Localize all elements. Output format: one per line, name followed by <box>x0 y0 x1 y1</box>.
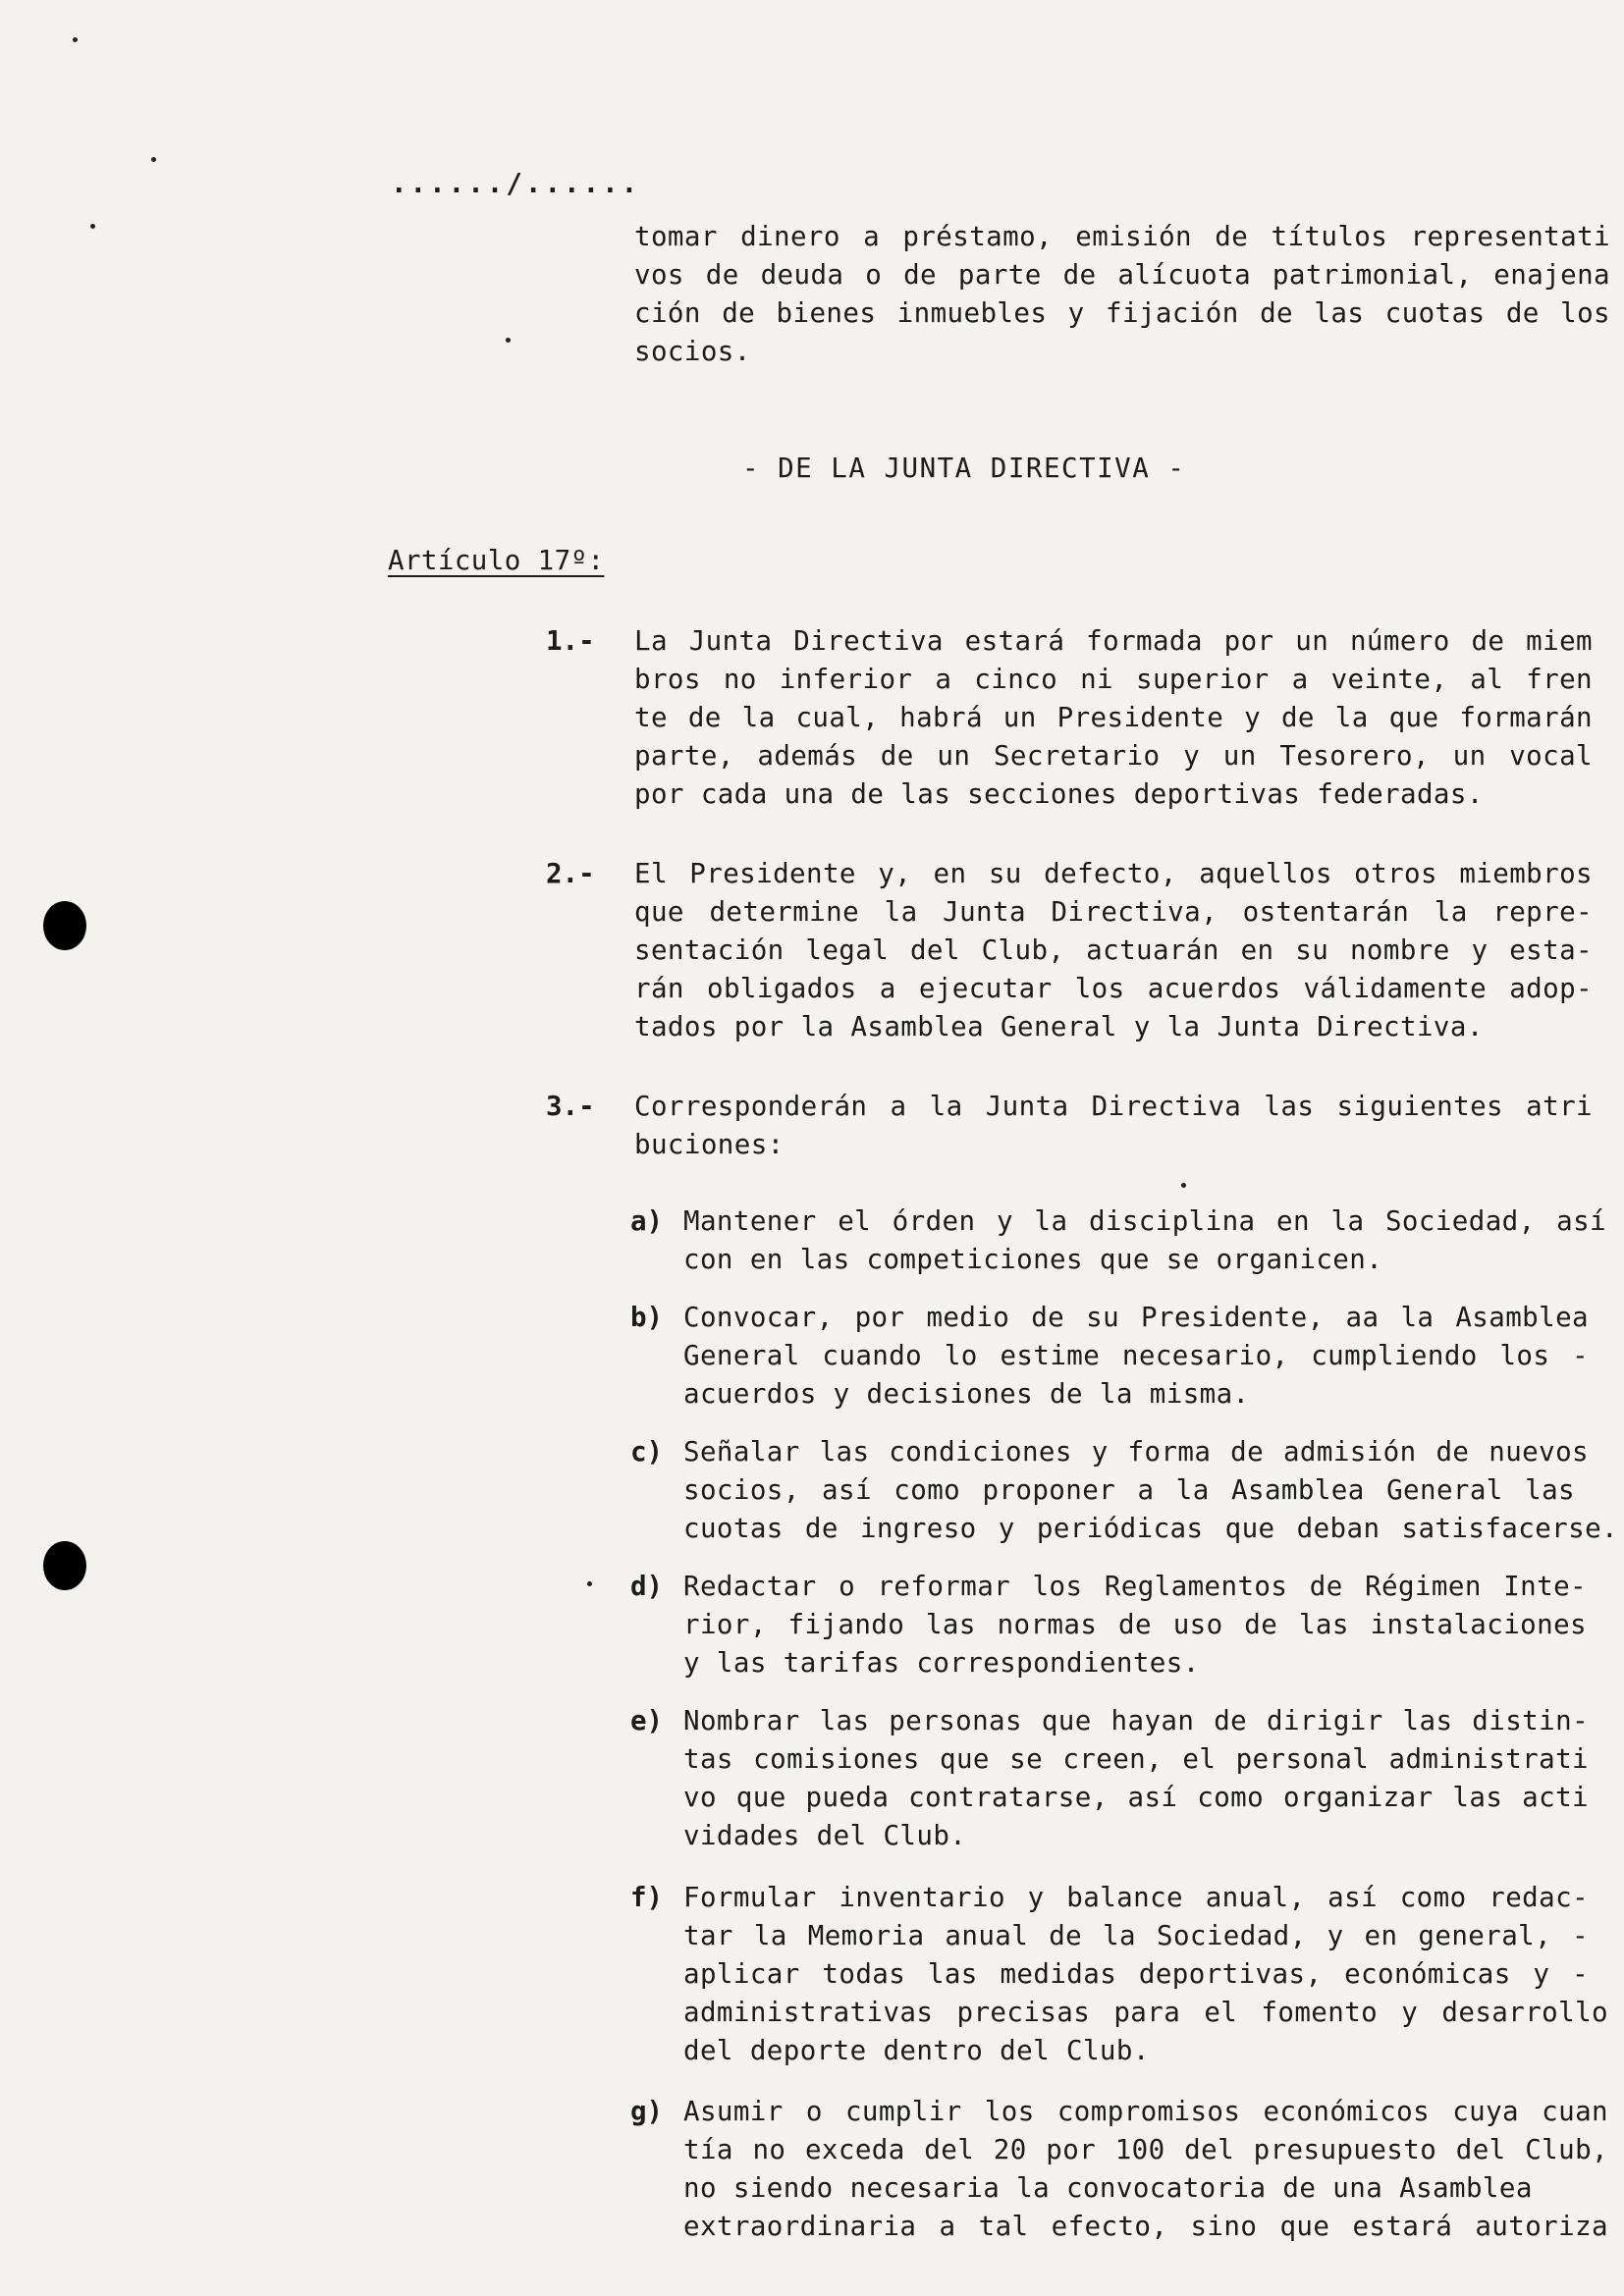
subitem-line: socios, así como proponer a la Asamblea General las <box>683 1474 1575 1506</box>
item-2-text <box>634 855 1593 1046</box>
subitem-e-text <box>683 1702 1589 1855</box>
subitem-line: acuerdos y decisiones de la misma. <box>683 1378 1250 1410</box>
ink-speck <box>151 157 156 162</box>
subitem-line: Asumir o cumplir los compromisos económicos cuya cuan <box>683 2096 1608 2127</box>
item-line: rán obligados a ejecutar los acuerdos válidamente adop- <box>634 973 1593 1004</box>
subitem-line: General cuando lo estime necesario, cumpliendo los - <box>683 1340 1589 1371</box>
ink-speck <box>506 338 511 343</box>
item-line: La Junta Directiva estará formada por un número de miem <box>634 625 1593 657</box>
subitem-letter: f) <box>630 1882 664 1913</box>
ink-speck <box>90 224 95 229</box>
subitem-line: Redactar o reformar los Reglamentos de Régimen Inte- <box>683 1571 1587 1602</box>
punch-hole-top <box>43 901 86 950</box>
subitem-line: rior, fijando las normas de uso de las instalaciones <box>683 1609 1587 1640</box>
intro-line: vos de deuda o de parte de alícuota patrimonial, enajena <box>634 259 1610 291</box>
continuation-mark: ....../...... <box>391 168 641 199</box>
item-line: te de la cual, habrá un Presidente y de la que formarán <box>634 702 1593 733</box>
subitem-line: tía no exceda del 20 por 100 del presupuesto del Club, <box>683 2134 1608 2165</box>
subitem-line: vo que pueda contratarse, así como organizar las acti <box>683 1782 1589 1813</box>
subitem-c-text <box>683 1433 1618 1548</box>
ink-speck <box>1181 1183 1186 1188</box>
subitem-line: tar la Memoria anual de la Sociedad, y en general, - <box>683 1920 1589 1951</box>
subitem-letter: e) <box>630 1705 664 1736</box>
subitem-line: Señalar las condiciones y forma de admisión de nuevos <box>683 1436 1589 1468</box>
item-line: El Presidente y, en su defecto, aquellos otros miembros <box>634 858 1593 889</box>
subitem-b-text <box>683 1299 1589 1414</box>
item-line: tados por la Asamblea General y la Junta Directiva. <box>634 1011 1484 1042</box>
item-line: que determine la Junta Directiva, ostentarán la repre- <box>634 896 1593 928</box>
item-line: Corresponderán a la Junta Directiva las siguientes atri <box>634 1091 1593 1122</box>
subitem-letter: c) <box>630 1436 664 1468</box>
item-line: parte, además de un Secretario y un Tesorero, un vocal <box>634 740 1593 772</box>
item-3-text <box>634 1088 1593 1164</box>
intro-line: tomar dinero a préstamo, emisión de títulos representati <box>634 221 1610 252</box>
item-line: sentación legal del Club, actuarán en su nombre y esta- <box>634 934 1593 966</box>
subitem-letter: a) <box>630 1205 664 1237</box>
intro-paragraph <box>634 218 1610 371</box>
item-number: 2.- <box>546 858 595 889</box>
subitem-line: no siendo necesaria la convocatoria de una Asamblea <box>683 2172 1533 2204</box>
subitem-letter: d) <box>630 1571 664 1602</box>
subitem-g-text <box>683 2093 1608 2246</box>
subitem-line: del deporte dentro del Club. <box>683 2035 1150 2066</box>
subitem-line: extraordinaria a tal efecto, sino que estará autoriza <box>683 2211 1608 2242</box>
item-number: 3.- <box>546 1091 595 1122</box>
subitem-a-text <box>683 1202 1606 1279</box>
item-line: por cada una de las secciones deportivas federadas. <box>634 778 1484 810</box>
subitem-letter: b) <box>630 1302 664 1333</box>
punch-hole-bottom <box>43 1541 86 1590</box>
article-title: Artículo 17º: <box>388 545 605 576</box>
subitem-line: cuotas de ingreso y periódicas que deban satisfacerse. <box>683 1513 1618 1544</box>
item-line: buciones: <box>634 1129 785 1160</box>
subitem-line: tas comisiones que se creen, el personal administrati <box>683 1743 1589 1775</box>
subitem-line: aplicar todas las medidas deportivas, económicas y - <box>683 1958 1589 1990</box>
subitem-f-text <box>683 1879 1608 2070</box>
subitem-line: vidades del Club. <box>683 1820 967 1851</box>
subitem-line: y las tarifas correspondientes. <box>683 1647 1200 1679</box>
ink-speck <box>73 37 78 42</box>
section-title: - DE LA JUNTA DIRECTIVA - <box>742 453 1186 484</box>
subitem-line: Mantener el órden y la disciplina en la Sociedad, así <box>683 1205 1606 1237</box>
subitem-line: administrativas precisas para el fomento y desarrollo <box>683 1997 1608 2028</box>
subitem-line: Formular inventario y balance anual, así como redac- <box>683 1882 1589 1913</box>
subitem-line: Convocar, por medio de su Presidente, aa la Asamblea <box>683 1302 1589 1333</box>
intro-line: ción de bienes inmuebles y fijación de las cuotas de los <box>634 297 1610 329</box>
ink-speck <box>587 1581 592 1586</box>
item-line: bros no inferior a cinco ni superior a veinte, al fren <box>634 664 1593 695</box>
subitem-line: Nombrar las personas que hayan de dirigir las distin- <box>683 1705 1589 1736</box>
intro-line: socios. <box>634 336 751 367</box>
subitem-line: con en las competiciones que se organicen. <box>683 1244 1383 1275</box>
subitem-d-text <box>683 1568 1587 1682</box>
item-number: 1.- <box>546 625 595 657</box>
item-1-text <box>634 622 1593 814</box>
subitem-letter: g) <box>630 2096 664 2127</box>
